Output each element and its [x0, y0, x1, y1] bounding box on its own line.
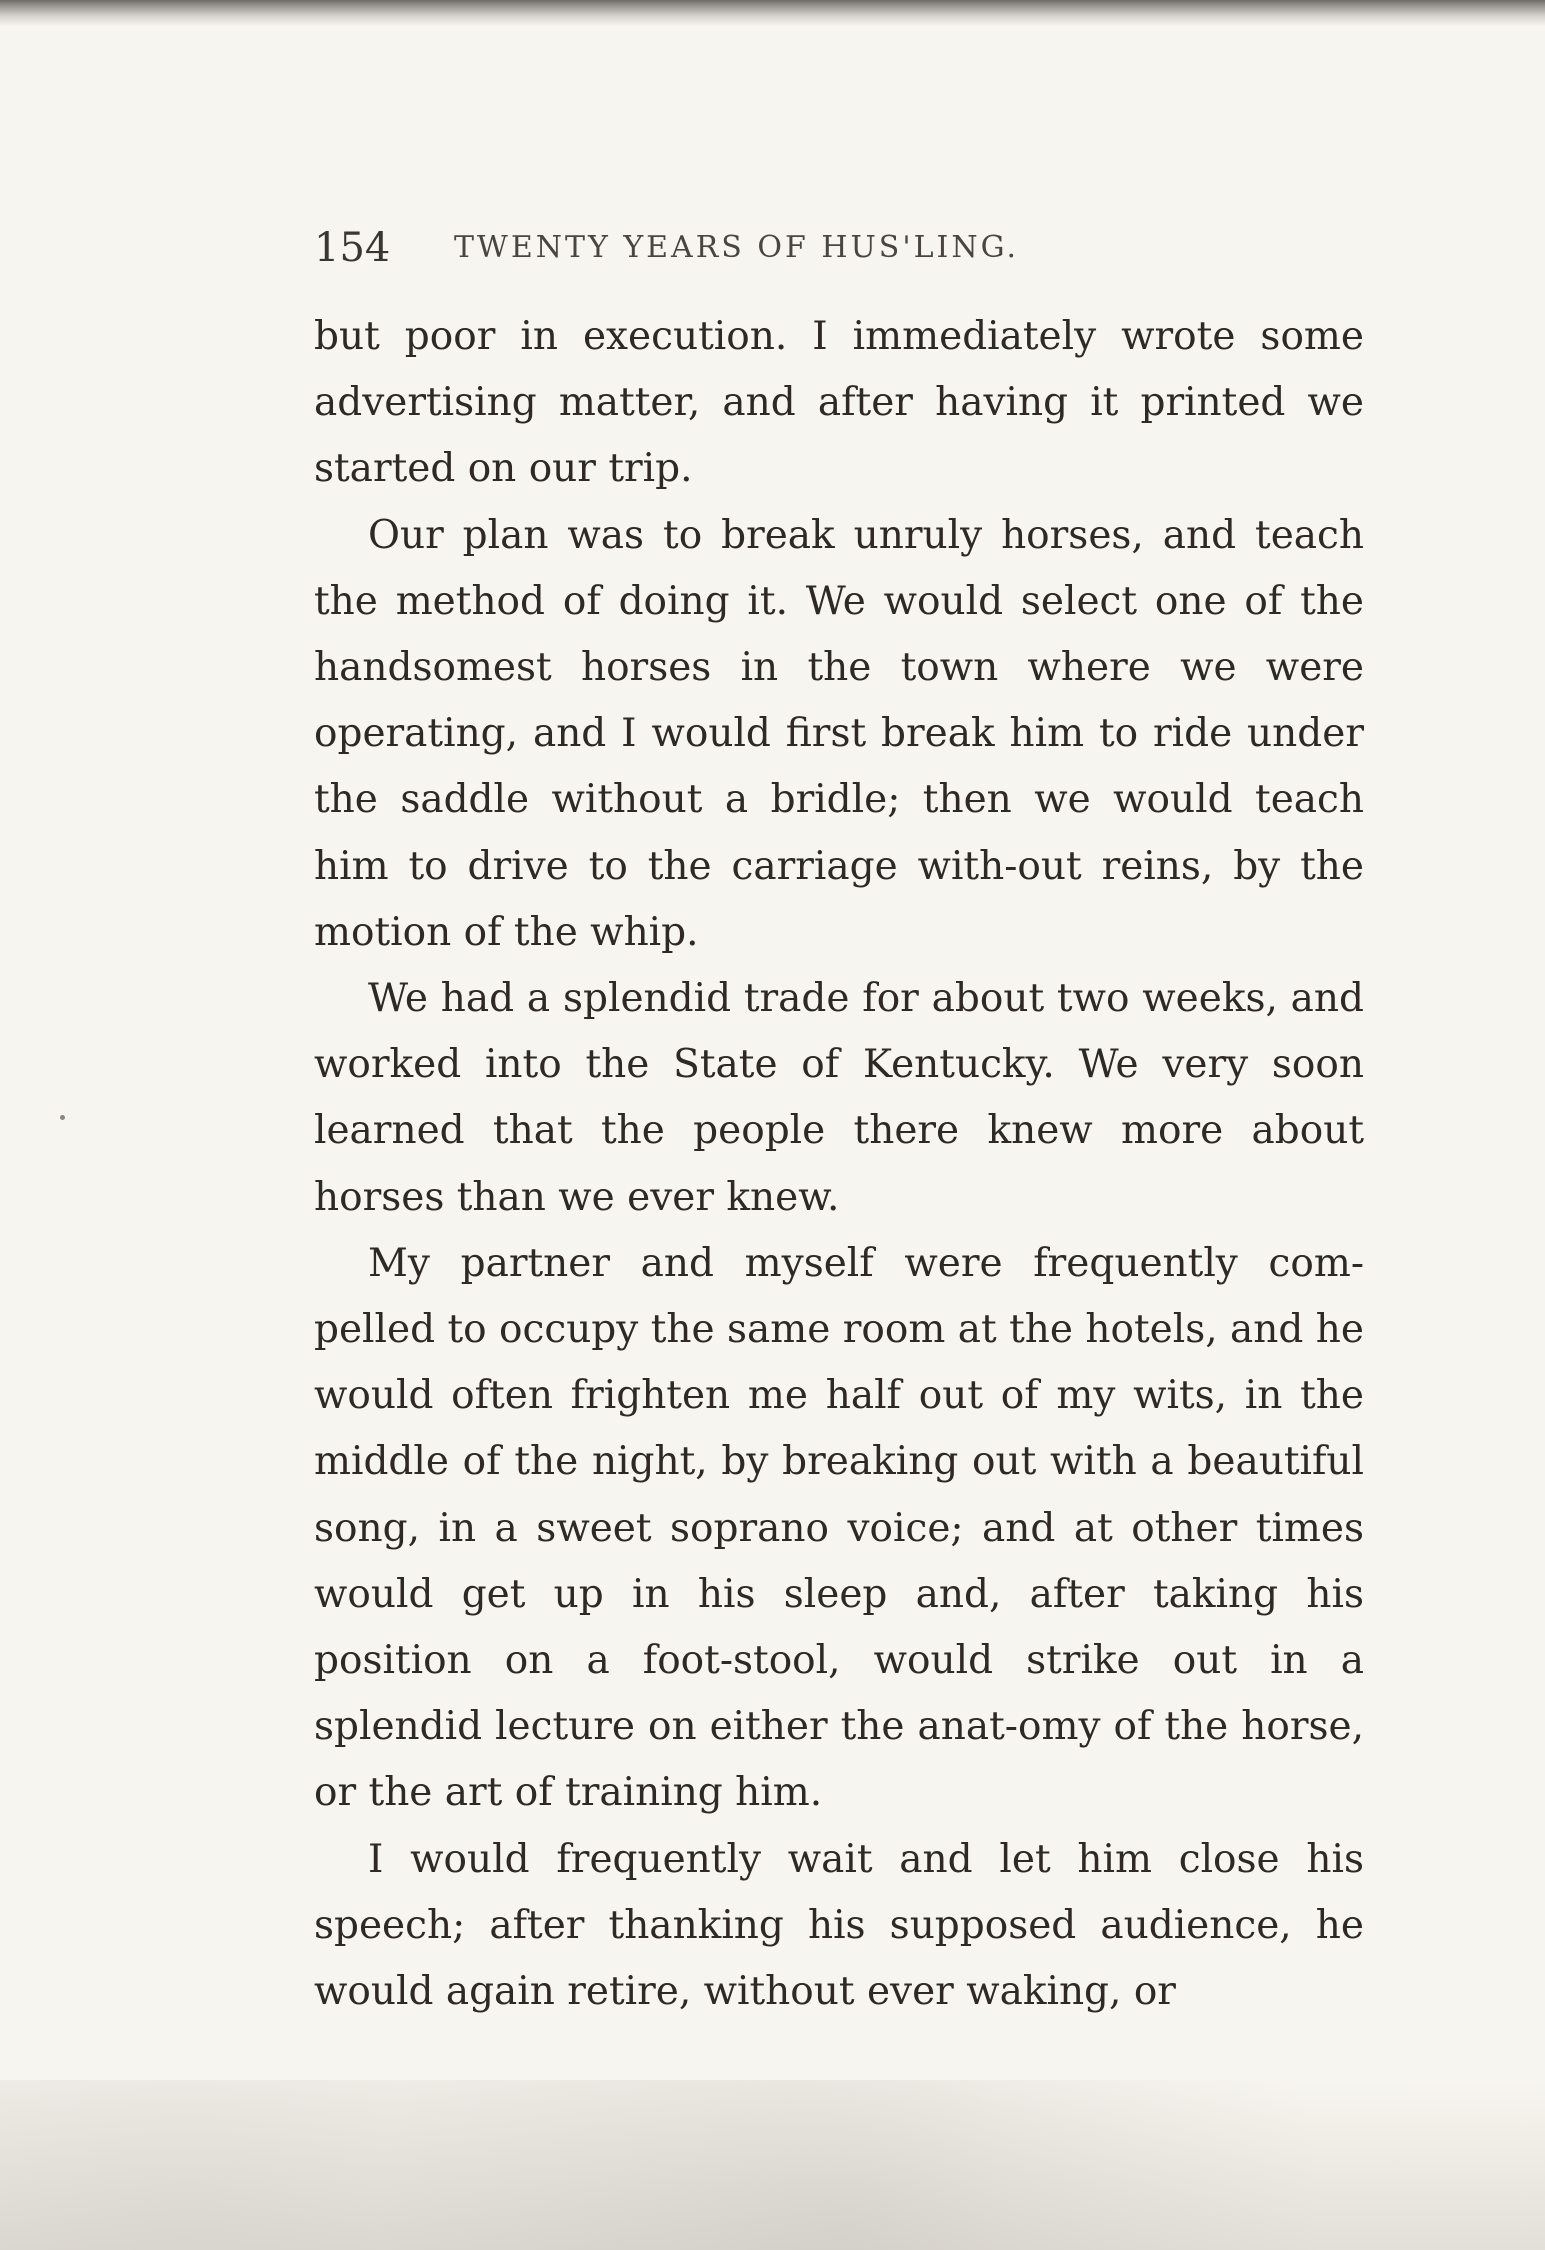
- book-page: [314, 200, 1364, 2050]
- page-number: 154: [314, 225, 391, 271]
- running-title: TWENTY YEARS OF HUS'LING.: [454, 230, 1020, 265]
- paragraph-continuation: but poor in execution. I immediately wrote some advertising matter, and after having it printed we started on our trip.: [314, 314, 1364, 492]
- scan-edge-top: [0, 0, 1545, 26]
- stray-ink-mark: [60, 1115, 65, 1120]
- body-text: [314, 304, 1364, 2025]
- paragraph: We had a splendid trade for about two weeks, and worked into the State of Kentucky. We very soon learned that the people there knew more about horses than we ever knew.: [314, 976, 1364, 1220]
- running-head: [314, 218, 1364, 278]
- paragraph: I would frequently wait and let him close his speech; after thanking his supposed audience, he would again retire, without ever waking, or: [314, 1836, 1364, 2015]
- scan-edge-bottom: [0, 2080, 1545, 2250]
- paragraph: Our plan was to break unruly horses, and teach the method of doing it. We would select one of the handsomest horses in the town where we were operating, and I would first break him to ride under the saddle without a bridle; then we would teach him to drive to the carriage with-out reins, by the motion of the whip.: [314, 512, 1364, 955]
- paragraph: My partner and myself were frequently com-pelled to occupy the same room at the hotels, and he would often frighten me half out of my wits, in the middle of the night, by breaking out with a beautiful song, in a sweet soprano voice; and at other times would get up in his sleep and, after taking his position on a foot-stool, would strike out in a splendid lecture on either the anat-omy of the horse, or the art of training him.: [314, 1240, 1364, 1816]
